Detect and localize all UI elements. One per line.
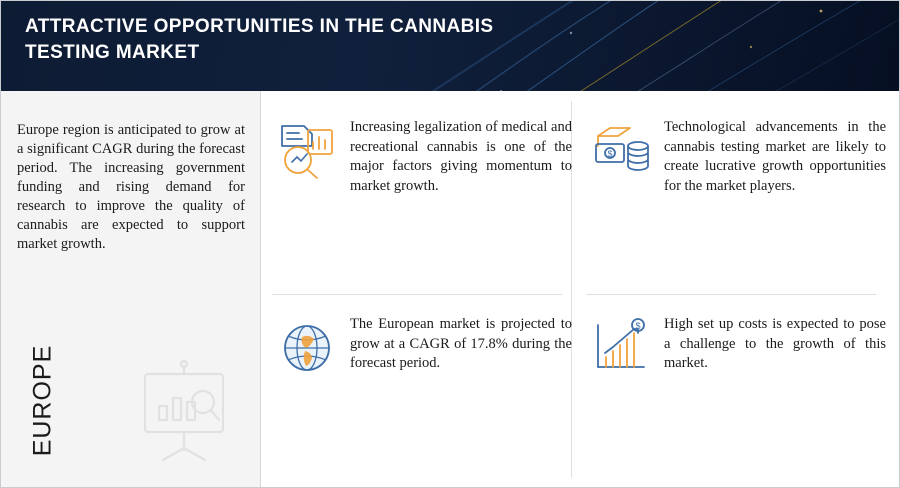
insight-card-text: Technological advancements in the cannabis testing market are likely to create lucrative growth opportunities for the market players.: [664, 119, 886, 194]
page-title: ATTRACTIVE OPPORTUNITIES IN THE CANNABIS TESTING MARKET: [25, 16, 494, 63]
insight-card-legalization: [272, 116, 572, 196]
money-coins-icon: [586, 116, 656, 186]
svg-text:$: $: [607, 149, 613, 159]
insight-card-high-setup-costs: [586, 313, 886, 383]
insight-card-text: High set up costs is expected to pose a challenge to the growth of this market.: [664, 316, 886, 371]
insight-card-text: Increasing legalization of medical and recreational cannabis is one of the major factors giving momentum to market growth.: [350, 119, 572, 194]
region-label: EUROPE: [28, 344, 57, 457]
bar-chart-arrow-up-icon: [586, 313, 656, 383]
document-bar-chart-magnifier-icon: [272, 116, 342, 186]
grid-horizontal-divider-left: [272, 294, 562, 295]
content-area: [1, 91, 900, 488]
grid-horizontal-divider-right: [586, 294, 876, 295]
region-description: Europe region is anticipated to grow at a significant CAGR during the forecast period. The increasing government funding and rising demand for research to improve the quality of cannabis are expected to support market growth.: [17, 122, 245, 252]
left-region-panel: [1, 91, 260, 488]
svg-text:$: $: [635, 321, 641, 331]
globe-icon: [272, 313, 342, 383]
insight-card-technological-advancements: [586, 116, 886, 196]
header-banner: [1, 1, 900, 91]
insight-card-text: The European market is projected to grow at a CAGR of 17.8% during the forecast period.: [350, 316, 572, 371]
presentation-chart-magnifier-icon: [129, 358, 239, 468]
insight-card-european-market-cagr: [272, 313, 572, 383]
panel-divider: [260, 91, 261, 488]
